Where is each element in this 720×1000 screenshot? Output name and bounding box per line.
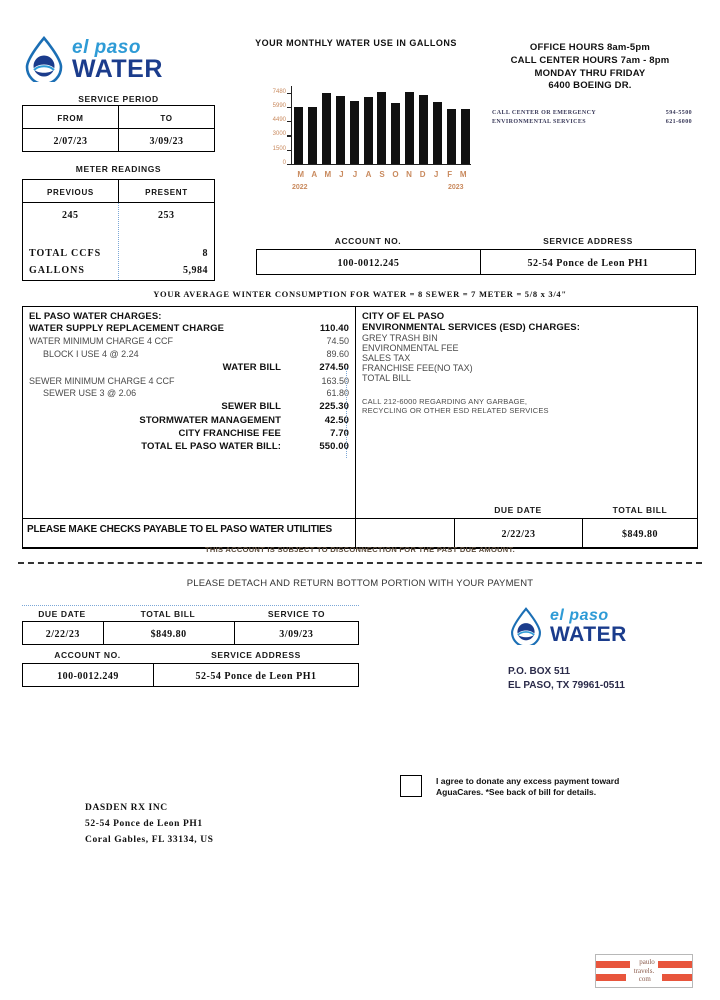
summary-total-bill-label: TOTAL BILL [612, 505, 668, 515]
chart-plot-area [236, 60, 476, 191]
donation-line2: AguaCares. *See back of bill for details. [436, 787, 597, 798]
stub-service-to-label: SERVICE TO [267, 609, 326, 619]
contact-numbers [492, 110, 692, 125]
summary-total-bill-value: $849.80 [622, 529, 658, 540]
summary-row [22, 518, 698, 548]
account-no-header-wrap [256, 236, 480, 246]
chart-bar [308, 107, 317, 164]
service-period-title: SERVICE PERIOD [78, 94, 159, 104]
stub-account-headers [22, 650, 359, 660]
charge-line [29, 427, 349, 440]
account-table [256, 249, 696, 275]
watermark-bar-right-2 [662, 974, 692, 981]
esd-line: ENVIRONMENTAL FEE [362, 343, 459, 353]
esd-heading2: ENVIRONMENTAL SERVICES (ESD) CHARGES: [362, 322, 581, 333]
chart-x-tick-label: N [406, 170, 412, 179]
office-hours-line2: CALL CENTER HOURS 7am - 8pm [510, 54, 670, 66]
office-hours-block [490, 42, 690, 93]
meter-present-header: PRESENT [145, 188, 188, 197]
charge-line [29, 348, 349, 361]
esd-line: FRANCHISE FEE(NO TAX) [362, 363, 473, 373]
office-address: 6400 BOEING DR. [548, 80, 632, 92]
charge-label: WATER BILL [222, 362, 281, 374]
chart-x-tick-label: F [447, 170, 453, 179]
charge-label: WATER SUPPLY REPLACEMENT CHARGE [29, 323, 225, 334]
esd-note-line1: CALL 212-6000 REGARDING ANY GARBAGE, [362, 397, 528, 406]
esd-heading1: CITY OF EL PASO [362, 311, 445, 322]
watermark-text [633, 958, 655, 984]
stub-headers [22, 609, 359, 619]
donation-line1: I agree to donate any excess payment toward [436, 776, 620, 786]
charge-amount: 163.50 [321, 375, 349, 386]
charge-amount: 7.70 [330, 428, 349, 439]
remit-logo [508, 606, 627, 645]
remit-logo-text [550, 606, 627, 645]
chart-x-tick-label: J [433, 170, 439, 179]
charge-amount: 42.50 [324, 414, 349, 426]
office-hours-line1: OFFICE HOURS 8am-5pm [529, 42, 651, 53]
account-no-label: ACCOUNT NO. [334, 236, 402, 246]
chart-x-tick-label: J [339, 170, 344, 179]
payable-text: PLEASE MAKE CHECKS PAYABLE TO EL PASO WATER UTILITIES [23, 519, 455, 547]
account-no-value: 100-0012.245 [337, 258, 400, 269]
esd-line-list [362, 333, 691, 383]
service-address-value: 52-54 Ponce de Leon PH1 [527, 258, 649, 269]
customer-line2: 52-54 Ponce de Leon PH1 [85, 819, 203, 830]
charges-left-heading: EL PASO WATER CHARGES: [29, 311, 162, 322]
footer-watermark [595, 954, 693, 988]
charge-amount: 61.80 [326, 388, 349, 399]
stub-due-date-label: DUE DATE [38, 609, 86, 619]
contact1-label: CALL CENTER OR EMERGENCY [492, 110, 597, 116]
meter-previous-value: 245 [62, 210, 79, 221]
chart-bar [322, 93, 331, 164]
watermark-bar-left-1 [596, 961, 630, 968]
meter-readings-title: METER READINGS [75, 164, 162, 174]
donation-checkbox[interactable] [400, 775, 422, 797]
chart-x-tick-label: S [379, 170, 385, 179]
gallons-label: GALLONS [29, 265, 85, 276]
chart-year-start: 2022 [292, 184, 308, 191]
detach-divider [18, 562, 702, 564]
disconnect-note: THIS ACCOUNT IS SUBJECT TO DISCONNECTION FOR THE PAST DUE AMOUNT. [205, 545, 515, 554]
summary-due-date-label: DUE DATE [494, 505, 542, 515]
charge-label: STORMWATER MANAGEMENT [139, 414, 281, 426]
detach-instruction: PLEASE DETACH AND RETURN BOTTOM PORTION WITH YOUR PAYMENT [186, 578, 534, 589]
charges-dotted-divider [346, 368, 347, 458]
charge-line [29, 400, 349, 413]
stub-account-no-label: ACCOUNT NO. [54, 650, 121, 660]
chart-bar [336, 96, 345, 164]
stub-service-address-label: SERVICE ADDRESS [211, 650, 301, 660]
winter-consumption-note: YOUR AVERAGE WINTER CONSUMPTION FOR WATER = 8 SEWER = 7 METER = 5/8 x 3/4" [153, 289, 567, 299]
chart-y-tick: 1500 [272, 145, 286, 152]
service-period-to-header: TO [160, 114, 173, 123]
customer-line1: DASDEN RX INC [85, 803, 168, 813]
esd-line: GREY TRASH BIN [362, 333, 438, 343]
charge-amount: 225.30 [319, 401, 349, 413]
charge-amount: 74.50 [326, 336, 349, 347]
chart-y-tick: 5990 [272, 103, 286, 110]
contact2-phone: 621-6000 [665, 119, 692, 125]
stub-service-to-value: 3/09/23 [279, 629, 314, 640]
service-address-label: SERVICE ADDRESS [543, 236, 633, 246]
charge-amount: 89.60 [326, 349, 349, 360]
charge-amount: 274.50 [319, 362, 349, 374]
charges-left-column [23, 307, 356, 548]
gallons-value: 5,984 [183, 265, 208, 276]
brand-name-line2: WATER [72, 55, 163, 83]
stub-dotted-line [22, 605, 359, 606]
service-period-from-header: FROM [57, 114, 84, 123]
service-period-table [22, 105, 215, 152]
chart-bar [433, 102, 442, 164]
stub-account-no-value: 100-0012.249 [57, 671, 119, 682]
charge-label: CITY FRANCHISE FEE [178, 428, 281, 439]
water-use-chart [236, 38, 476, 191]
charge-line [29, 335, 349, 348]
remit-brand-line1: el paso [550, 607, 609, 624]
chart-x-tick-label: M [459, 170, 467, 179]
charge-amount: 550.00 [319, 441, 349, 453]
watermark-bar-right-1 [658, 961, 692, 968]
water-drop-logo-icon [508, 607, 544, 645]
donation-block [400, 775, 619, 799]
office-hours-line3: MONDAY THRU FRIDAY [534, 67, 646, 79]
chart-x-tick-label: A [365, 170, 372, 179]
charge-label: SEWER USE 3 @ 2.06 [43, 388, 137, 399]
charge-label: SEWER MINIMUM CHARGE 4 CCF [29, 375, 175, 386]
chart-x-tick-label: J [352, 170, 358, 179]
chart-x-tick-label: M [297, 170, 305, 179]
chart-y-tick: 4490 [272, 117, 286, 124]
brand-logo [22, 36, 163, 82]
chart-bar [419, 95, 428, 164]
charge-label: SEWER BILL [221, 401, 281, 413]
chart-bar [364, 97, 373, 164]
brand-name-line1: el paso [72, 37, 141, 58]
total-ccfs-label: TOTAL CCFS [29, 248, 102, 259]
stub-due-date-value: 2/22/23 [45, 629, 80, 640]
chart-y-tick: 7480 [272, 88, 286, 95]
chart-x-tick-label: D [419, 170, 426, 179]
charge-line [29, 375, 349, 388]
watermark-line1: paulo [639, 957, 655, 966]
charge-label: BLOCK I USE 4 @ 2.24 [43, 349, 139, 360]
chart-x-tick-label: A [311, 170, 318, 179]
contact2-label: ENVIRONMENTAL SERVICES [492, 119, 586, 125]
remit-line2: EL PASO, TX 79961-0511 [508, 679, 625, 691]
stub-values-table [22, 621, 359, 645]
charges-line-list [29, 322, 349, 454]
service-address-header-wrap [480, 236, 696, 246]
charge-line [29, 361, 349, 374]
charge-amount: 110.40 [319, 323, 349, 334]
chart-bar [461, 109, 470, 164]
chart-x-tick-label: M [324, 170, 332, 179]
stub-total-bill-value: $849.80 [150, 629, 187, 640]
donation-text [436, 775, 619, 799]
chart-bar [377, 92, 386, 164]
chart-y-tick: 3000 [272, 131, 286, 138]
chart-bar [294, 107, 303, 164]
watermark-line3: com [638, 975, 651, 984]
chart-bar [391, 103, 400, 164]
charge-line [29, 322, 349, 335]
water-drop-logo-icon [22, 36, 66, 82]
chart-year-end: 2023 [448, 184, 464, 191]
charge-label: WATER MINIMUM CHARGE 4 CCF [29, 336, 173, 347]
summary-due-date-value: 2/22/23 [501, 529, 536, 540]
remit-address [508, 665, 625, 692]
chart-bar [405, 92, 414, 164]
customer-address [85, 800, 214, 848]
charge-line [29, 414, 349, 427]
contact1-phone: 594-5500 [665, 110, 692, 116]
meter-previous-header: PREVIOUS [47, 188, 94, 197]
charge-line [29, 440, 349, 453]
stub-total-bill-label: TOTAL BILL [140, 609, 196, 619]
stub-account-table [22, 663, 359, 687]
service-period-to-value: 3/09/23 [149, 136, 184, 147]
esd-note-line2: RECYCLING OR OTHER ESD RELATED SERVICES [362, 406, 549, 415]
chart-bars [294, 86, 470, 164]
esd-line: TOTAL BILL [362, 373, 411, 383]
meter-present-value: 253 [158, 210, 175, 221]
remit-line1: P.O. BOX 511 [508, 666, 571, 677]
watermark-line2: travels. [633, 966, 655, 975]
service-period-from-value: 2/07/23 [53, 136, 88, 147]
chart-x-axis-line [291, 164, 471, 165]
chart-y-tick: 0 [282, 160, 286, 166]
watermark-bar-left-2 [596, 974, 626, 981]
customer-line3: Coral Gables, FL 33134, US [85, 835, 214, 846]
brand-logo-text [72, 36, 163, 82]
meter-readings-table [22, 179, 215, 281]
charge-label: TOTAL EL PASO WATER BILL: [141, 441, 281, 453]
chart-y-axis-line [291, 86, 292, 164]
chart-bar [447, 109, 456, 164]
chart-title: YOUR MONTHLY WATER USE IN GALLONS [255, 38, 457, 48]
total-ccfs-value: 8 [202, 248, 208, 259]
esd-line: SALES TAX [362, 353, 411, 363]
remit-brand-line2: WATER [550, 623, 627, 646]
charge-line [29, 387, 349, 400]
stub-service-address-value: 52-54 Ponce de Leon PH1 [195, 671, 317, 682]
chart-bar [350, 101, 359, 164]
chart-x-tick-label: O [392, 170, 399, 179]
